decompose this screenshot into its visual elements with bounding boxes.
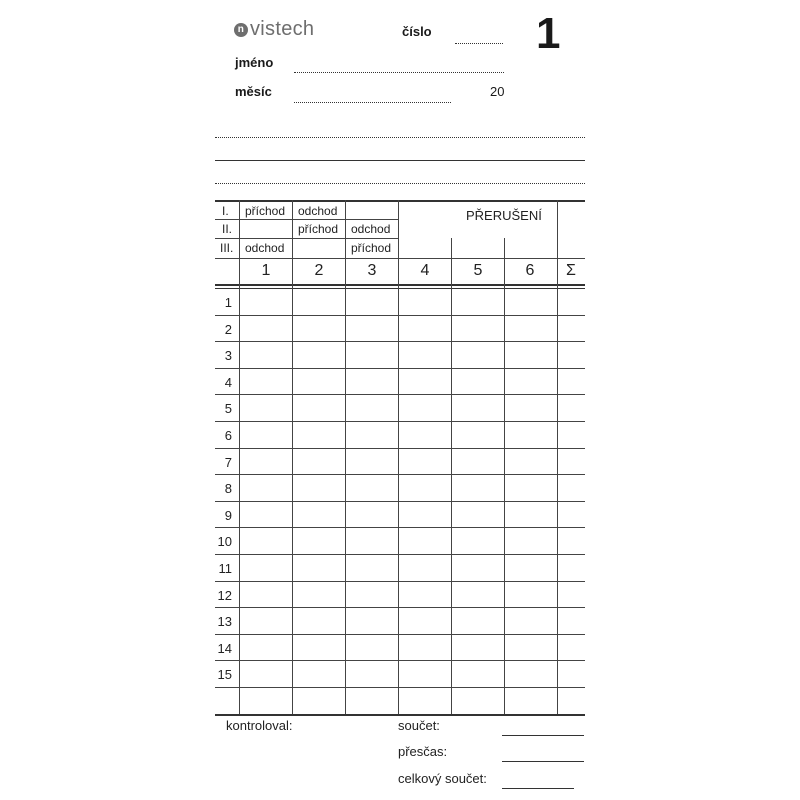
mesic-field[interactable] bbox=[294, 102, 451, 103]
time-cell[interactable] bbox=[293, 395, 344, 420]
time-cell[interactable] bbox=[240, 661, 291, 686]
brand-name: vistech bbox=[250, 18, 315, 40]
row-number: 4 bbox=[224, 375, 232, 390]
time-cell[interactable] bbox=[399, 661, 450, 686]
column-number-row-top bbox=[215, 258, 585, 259]
column-number-3: 3 bbox=[367, 262, 377, 279]
time-cell[interactable] bbox=[240, 342, 291, 367]
total-sum-field[interactable] bbox=[502, 788, 574, 789]
column-number-1: 1 bbox=[261, 262, 271, 279]
time-cell[interactable] bbox=[240, 528, 291, 553]
time-cell[interactable] bbox=[240, 582, 291, 607]
shift1-departure: odchod bbox=[298, 204, 338, 218]
jmeno-label: jméno bbox=[235, 55, 274, 70]
card-number: 1 bbox=[536, 9, 561, 58]
time-cell[interactable] bbox=[399, 635, 450, 660]
time-cell[interactable] bbox=[346, 316, 397, 341]
table-top-border bbox=[215, 200, 585, 202]
time-cell[interactable] bbox=[452, 528, 503, 553]
time-cell[interactable] bbox=[558, 661, 584, 686]
time-cell[interactable] bbox=[558, 635, 584, 660]
time-cell[interactable] bbox=[240, 369, 291, 394]
shift2-arrival: příchod bbox=[298, 222, 339, 236]
total-sum-label: celkový součet: bbox=[398, 771, 487, 786]
time-cell[interactable] bbox=[240, 422, 291, 447]
time-cell[interactable] bbox=[346, 661, 397, 686]
shift3-arrival: příchod bbox=[351, 241, 392, 255]
row-number: 3 bbox=[224, 348, 232, 363]
cislo-field[interactable] bbox=[455, 43, 503, 44]
time-cell[interactable] bbox=[293, 582, 344, 607]
time-cell[interactable] bbox=[240, 502, 291, 527]
time-cell[interactable] bbox=[346, 502, 397, 527]
time-cell[interactable] bbox=[346, 608, 397, 633]
time-cell[interactable] bbox=[505, 369, 556, 394]
shift-label-3: III. bbox=[220, 241, 234, 255]
row-number: 6 bbox=[224, 428, 232, 443]
time-cell[interactable] bbox=[293, 635, 344, 660]
year-prefix: 20 bbox=[490, 84, 505, 99]
time-cell[interactable] bbox=[505, 528, 556, 553]
time-cell[interactable] bbox=[399, 528, 450, 553]
note-line-3[interactable] bbox=[215, 183, 585, 184]
time-cell[interactable] bbox=[452, 289, 503, 314]
time-cell[interactable] bbox=[399, 582, 450, 607]
table-row-line bbox=[215, 714, 585, 716]
time-cell[interactable] bbox=[558, 422, 584, 447]
time-cell[interactable] bbox=[558, 395, 584, 420]
sum-field[interactable] bbox=[502, 735, 584, 736]
time-cell[interactable] bbox=[452, 369, 503, 394]
column-number-5: 5 bbox=[473, 262, 483, 279]
time-cell[interactable] bbox=[505, 449, 556, 474]
time-cell[interactable] bbox=[399, 608, 450, 633]
time-cell[interactable] bbox=[452, 608, 503, 633]
time-cell[interactable] bbox=[399, 316, 450, 341]
header-double-line-1 bbox=[215, 284, 585, 286]
time-cell[interactable] bbox=[505, 289, 556, 314]
row-number: 1 bbox=[224, 295, 232, 310]
time-cell[interactable] bbox=[293, 555, 344, 580]
time-cell[interactable] bbox=[399, 395, 450, 420]
column-number-6: 6 bbox=[525, 262, 535, 279]
time-cell[interactable] bbox=[505, 635, 556, 660]
time-cell[interactable] bbox=[346, 582, 397, 607]
time-cell[interactable] bbox=[240, 316, 291, 341]
time-cell[interactable] bbox=[558, 475, 584, 500]
time-cell[interactable] bbox=[240, 555, 291, 580]
time-cell[interactable] bbox=[558, 289, 584, 314]
time-cell[interactable] bbox=[240, 635, 291, 660]
time-cell[interactable] bbox=[399, 502, 450, 527]
note-line-1[interactable] bbox=[215, 137, 585, 138]
time-cell[interactable] bbox=[505, 342, 556, 367]
time-cell[interactable] bbox=[346, 449, 397, 474]
time-cell[interactable] bbox=[558, 369, 584, 394]
time-cell[interactable] bbox=[240, 608, 291, 633]
time-cell[interactable] bbox=[452, 395, 503, 420]
time-cell[interactable] bbox=[346, 528, 397, 553]
time-cell[interactable] bbox=[505, 661, 556, 686]
time-cell[interactable] bbox=[505, 555, 556, 580]
overtime-field[interactable] bbox=[502, 761, 584, 762]
time-cell[interactable] bbox=[452, 635, 503, 660]
time-cell[interactable] bbox=[558, 555, 584, 580]
time-cell[interactable] bbox=[399, 342, 450, 367]
time-cell[interactable] bbox=[293, 342, 344, 367]
row-number: 10 bbox=[217, 534, 232, 549]
time-cell[interactable] bbox=[293, 608, 344, 633]
time-cell[interactable] bbox=[399, 449, 450, 474]
time-cell[interactable] bbox=[346, 475, 397, 500]
time-cell[interactable] bbox=[240, 688, 291, 713]
shift-label-1: I. bbox=[222, 204, 229, 218]
time-cell[interactable] bbox=[505, 502, 556, 527]
time-cell[interactable] bbox=[293, 688, 344, 713]
time-cell[interactable] bbox=[558, 608, 584, 633]
time-cell[interactable] bbox=[505, 582, 556, 607]
time-cell[interactable] bbox=[399, 475, 450, 500]
time-cell[interactable] bbox=[558, 449, 584, 474]
row-number: 13 bbox=[217, 614, 232, 629]
time-cell[interactable] bbox=[240, 475, 291, 500]
time-cell[interactable] bbox=[293, 316, 344, 341]
time-cell[interactable] bbox=[558, 502, 584, 527]
time-cell[interactable] bbox=[558, 342, 584, 367]
time-cell[interactable] bbox=[240, 289, 291, 314]
row-number: 2 bbox=[224, 322, 232, 337]
time-cell[interactable] bbox=[346, 635, 397, 660]
time-cell[interactable] bbox=[399, 422, 450, 447]
time-cell[interactable] bbox=[293, 502, 344, 527]
time-cell[interactable] bbox=[293, 661, 344, 686]
time-cell[interactable] bbox=[452, 475, 503, 500]
time-cell[interactable] bbox=[346, 555, 397, 580]
row-number: 14 bbox=[217, 641, 232, 656]
interruption-label: PŘERUŠENÍ bbox=[466, 208, 542, 223]
time-cell[interactable] bbox=[399, 555, 450, 580]
time-cell[interactable] bbox=[452, 422, 503, 447]
time-cell[interactable] bbox=[346, 289, 397, 314]
time-cell[interactable] bbox=[505, 422, 556, 447]
note-line-2[interactable] bbox=[215, 160, 585, 161]
shift-row-divider-1 bbox=[215, 219, 398, 220]
time-cell[interactable] bbox=[293, 369, 344, 394]
time-cell[interactable] bbox=[240, 395, 291, 420]
row-number: 7 bbox=[224, 455, 232, 470]
vistech-logo-mark-icon: n bbox=[234, 23, 248, 37]
mesic-label: měsíc bbox=[235, 84, 272, 99]
row-number: 11 bbox=[218, 561, 232, 576]
shift1-arrival: příchod bbox=[245, 204, 286, 218]
time-cell[interactable] bbox=[293, 449, 344, 474]
time-cell[interactable] bbox=[293, 475, 344, 500]
time-cell[interactable] bbox=[452, 316, 503, 341]
time-cell[interactable] bbox=[505, 688, 556, 713]
column-number-4: 4 bbox=[420, 262, 430, 279]
shift-row-divider-2 bbox=[215, 238, 398, 239]
column-sum-icon: Σ bbox=[566, 262, 576, 279]
row-number: 5 bbox=[224, 401, 232, 416]
time-cell[interactable] bbox=[399, 289, 450, 314]
time-cell[interactable] bbox=[452, 688, 503, 713]
cislo-label: číslo bbox=[402, 24, 432, 39]
time-cell[interactable] bbox=[346, 395, 397, 420]
row-number: 12 bbox=[217, 588, 232, 603]
shift3-departure: odchod bbox=[245, 241, 285, 255]
time-cell[interactable] bbox=[558, 316, 584, 341]
time-cell[interactable] bbox=[452, 502, 503, 527]
checked-by-label: kontroloval: bbox=[226, 718, 293, 733]
time-cell[interactable] bbox=[399, 688, 450, 713]
shift-label-2: II. bbox=[222, 222, 233, 236]
row-number: 8 bbox=[224, 481, 232, 496]
sum-label: součet: bbox=[398, 718, 440, 733]
time-cell[interactable] bbox=[505, 475, 556, 500]
time-cell[interactable] bbox=[293, 289, 344, 314]
time-cell[interactable] bbox=[293, 422, 344, 447]
shift2-departure: odchod bbox=[351, 222, 391, 236]
row-number: 9 bbox=[224, 508, 232, 523]
time-cell[interactable] bbox=[558, 582, 584, 607]
time-cell[interactable] bbox=[346, 342, 397, 367]
time-cell[interactable] bbox=[505, 608, 556, 633]
time-cell[interactable] bbox=[399, 369, 450, 394]
time-cell[interactable] bbox=[452, 342, 503, 367]
column-number-2: 2 bbox=[314, 262, 324, 279]
row-number: 15 bbox=[217, 667, 232, 682]
time-cell[interactable] bbox=[452, 661, 503, 686]
time-cell[interactable] bbox=[346, 688, 397, 713]
time-cell[interactable] bbox=[452, 449, 503, 474]
vistech-logo bbox=[234, 18, 314, 41]
time-cell[interactable] bbox=[505, 316, 556, 341]
time-cell[interactable] bbox=[346, 422, 397, 447]
time-cell[interactable] bbox=[452, 555, 503, 580]
time-cell[interactable] bbox=[558, 688, 584, 713]
jmeno-field[interactable] bbox=[294, 72, 504, 73]
time-cell[interactable] bbox=[452, 582, 503, 607]
overtime-label: přesčas: bbox=[398, 744, 448, 759]
time-cell[interactable] bbox=[240, 449, 291, 474]
time-cell[interactable] bbox=[558, 528, 584, 553]
time-cell[interactable] bbox=[293, 528, 344, 553]
time-cell[interactable] bbox=[346, 369, 397, 394]
time-cell[interactable] bbox=[505, 395, 556, 420]
